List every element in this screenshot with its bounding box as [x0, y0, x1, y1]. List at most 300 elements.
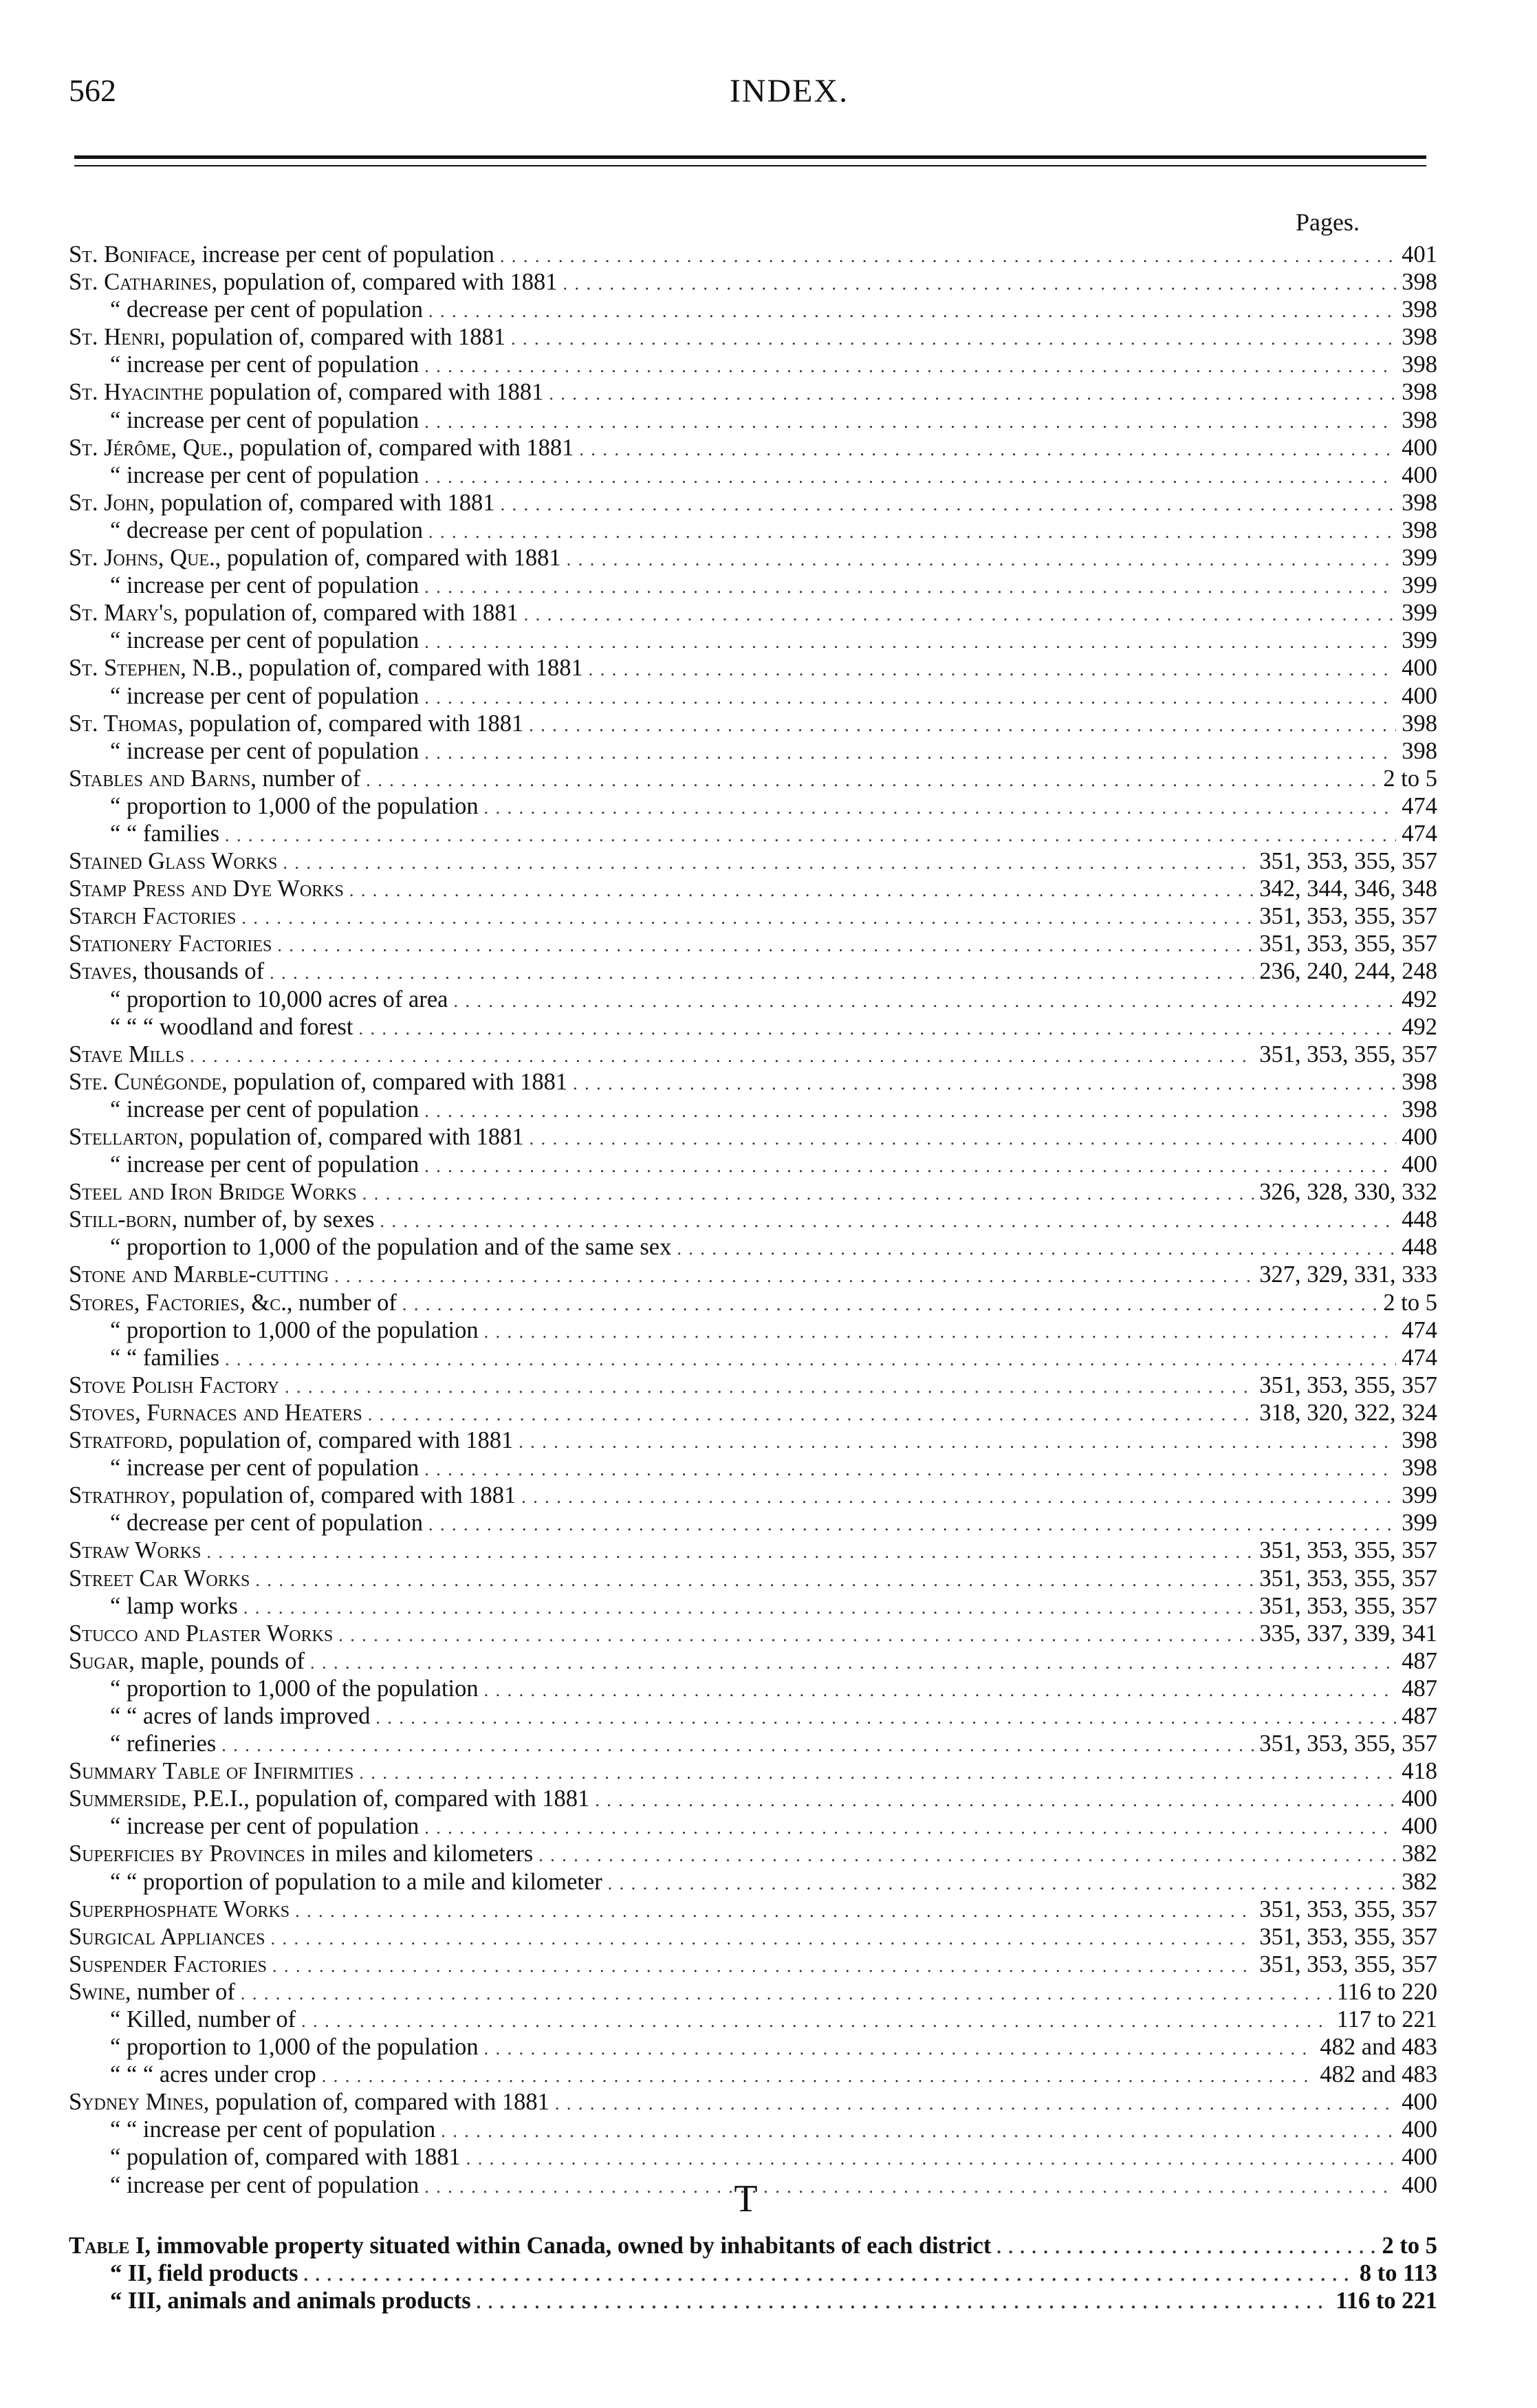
- entry-pages: 335, 337, 339, 341: [1259, 1620, 1437, 1647]
- page-number: 562: [69, 73, 116, 108]
- entry-heading: Sugar,: [69, 1647, 135, 1674]
- entry-label: [69, 1289, 397, 1316]
- entry-text: number of: [262, 765, 361, 792]
- entry-text: “ increase per cent of population: [110, 406, 419, 433]
- index-entry: [69, 765, 1437, 792]
- entry-heading: Stoves, Furnaces and Heaters: [69, 1399, 362, 1426]
- entry-heading: St. Jérôme, Que.,: [69, 434, 234, 461]
- entry-heading: Stamp Press and Dye Works: [69, 876, 344, 902]
- entry-text: “ lamp works: [110, 1592, 238, 1619]
- index-entry: [69, 1233, 1437, 1261]
- index-entry: [69, 1013, 1437, 1041]
- dot-leader: [424, 629, 1396, 656]
- dot-leader: [338, 1622, 1254, 1649]
- index-entry: [69, 1289, 1437, 1316]
- entry-label: [69, 517, 423, 544]
- pages-column-heading: Pages.: [1296, 208, 1360, 236]
- entry-pages: 398: [1402, 296, 1437, 323]
- entry-pages: 398: [1402, 351, 1437, 378]
- entry-pages: 400: [1402, 1813, 1437, 1840]
- dot-leader: [285, 1374, 1254, 1401]
- dot-leader: [424, 739, 1396, 767]
- entry-label: [69, 710, 523, 737]
- dot-leader: [295, 1898, 1254, 1925]
- entry-pages: 2 to 5: [1383, 1289, 1437, 1316]
- dot-leader: [272, 1953, 1254, 1980]
- entry-label: [69, 1730, 216, 1757]
- dot-leader: [424, 464, 1396, 491]
- entry-pages: 400: [1402, 462, 1437, 488]
- entry-label: [69, 2259, 298, 2287]
- entry-label: [69, 986, 448, 1013]
- index-entry: [69, 517, 1437, 544]
- index-entry: [69, 627, 1437, 654]
- index-entry: [69, 462, 1437, 489]
- index-entry: [69, 351, 1437, 378]
- dot-leader: [349, 877, 1254, 904]
- index-entry: [69, 957, 1437, 985]
- dot-leader: [484, 1677, 1397, 1704]
- entry-pages: 492: [1402, 1013, 1437, 1040]
- dot-leader: [241, 904, 1254, 932]
- dot-leader: [521, 1484, 1396, 1511]
- entry-label: [69, 241, 494, 268]
- entry-text: “ increase per cent of population: [110, 1096, 419, 1122]
- dot-leader: [310, 1649, 1396, 1677]
- entry-pages: 398: [1402, 1455, 1437, 1482]
- index-entry: [69, 654, 1437, 682]
- entry-text: “ “ proportion of population to a mile and kilometer: [110, 1868, 602, 1895]
- header-rule-thick: [74, 155, 1426, 159]
- entry-pages: 400: [1402, 655, 1437, 682]
- entry-label: [69, 1261, 329, 1288]
- entry-label: [69, 572, 419, 599]
- entry-text: “ increase per cent of population: [110, 2171, 419, 2198]
- entry-pages: 351, 353, 355, 357: [1259, 1371, 1437, 1398]
- entry-pages: 400: [1402, 1786, 1437, 1812]
- entry-text: “ proportion to 1,000 of the population: [110, 2034, 479, 2061]
- entry-heading: Stores, Factories, &c.,: [69, 1289, 293, 1316]
- entry-heading: St. Henri,: [69, 324, 166, 351]
- entry-label: [69, 792, 479, 820]
- dot-leader: [402, 1291, 1378, 1319]
- entry-label: [69, 1454, 419, 1482]
- index-entry: [69, 1096, 1437, 1123]
- entry-label: [69, 2088, 549, 2116]
- index-entry: [69, 1565, 1437, 1592]
- entry-text: maple, pounds of: [140, 1647, 305, 1674]
- entry-pages: 400: [1402, 2116, 1437, 2143]
- page-title: [0, 72, 1537, 110]
- entry-heading: Summary Table of Infirmities: [69, 1758, 354, 1785]
- index-entry: [69, 1840, 1437, 1867]
- entry-text: in miles and kilometers: [311, 1841, 534, 1867]
- dot-leader: [595, 1787, 1396, 1814]
- index-entry: [69, 710, 1437, 737]
- entry-label: [69, 627, 419, 654]
- dot-leader: [538, 1842, 1396, 1869]
- entry-label: [69, 351, 419, 378]
- dot-leader: [441, 2118, 1396, 2145]
- entry-pages: 2 to 5: [1383, 765, 1437, 792]
- entry-text: “ decrease per cent of population: [110, 296, 423, 323]
- entry-text: “ decrease per cent of population: [110, 1510, 423, 1537]
- entry-text: “ refineries: [110, 1731, 217, 1757]
- entry-label: [69, 930, 272, 957]
- index-entry: [69, 1868, 1437, 1896]
- entry-text: increase per cent of population: [201, 241, 494, 268]
- entry-pages: 399: [1402, 627, 1437, 654]
- entry-heading: Swine,: [69, 1978, 131, 2005]
- entry-text: “ proportion to 1,000 of the population: [110, 1675, 479, 1702]
- entry-pages: 400: [1402, 2089, 1437, 2116]
- entry-pages: 116 to 220: [1336, 1978, 1437, 2005]
- entry-text: “ “ families: [110, 820, 220, 847]
- dot-leader: [530, 1125, 1397, 1153]
- entry-label: [69, 1675, 479, 1702]
- index-entry: [69, 2061, 1437, 2088]
- index-entry: [69, 1675, 1437, 1702]
- entry-text: “ “ “ acres under crop: [110, 2061, 316, 2088]
- entry-label: [69, 1868, 602, 1896]
- entry-heading: Stables and Barns,: [69, 765, 257, 792]
- entry-text: population of, compared with 1881: [184, 600, 519, 627]
- entry-text: P.E.I., population of, compared with 1881: [193, 1786, 590, 1812]
- entry-heading: St. John,: [69, 489, 155, 516]
- entry-pages: 474: [1402, 820, 1437, 847]
- entry-pages: 400: [1402, 2144, 1437, 2171]
- entry-text: population of, compared with 1881: [215, 2089, 549, 2116]
- entry-text: number of: [298, 1289, 397, 1316]
- entry-pages: 474: [1402, 792, 1437, 819]
- dot-leader: [484, 1319, 1397, 1346]
- entry-label: [69, 1068, 567, 1096]
- entry-pages: 482 and 483: [1320, 2034, 1437, 2061]
- entry-text: “ increase per cent of population: [110, 1151, 419, 1178]
- entry-pages: 342, 344, 346, 348: [1259, 876, 1437, 902]
- entry-text: “ increase per cent of population: [110, 462, 419, 488]
- entry-text: “ proportion to 1,000 of the population: [110, 1316, 479, 1343]
- index-entry: [69, 1978, 1437, 2006]
- entry-pages: 116 to 221: [1336, 2288, 1437, 2314]
- entry-label: [69, 1812, 419, 1840]
- index-entry: [69, 1509, 1437, 1537]
- dot-leader: [573, 1070, 1396, 1098]
- entry-text: “ proportion to 1,000 of the population and of the same sex: [110, 1234, 672, 1261]
- entry-pages: 351, 353, 355, 357: [1259, 1923, 1437, 1950]
- entry-pages: 398: [1402, 1068, 1437, 1095]
- entry-heading: St. Stephen,: [69, 655, 186, 682]
- index-entry: [69, 1730, 1437, 1757]
- entry-label: [69, 1399, 362, 1427]
- dot-leader: [225, 822, 1396, 849]
- index-entry: [69, 902, 1437, 930]
- index-entry: [69, 1757, 1437, 1785]
- dot-leader: [567, 546, 1397, 574]
- entry-pages: 400: [1402, 2171, 1437, 2198]
- entry-text: “ increase per cent of population: [110, 682, 419, 709]
- entry-label: [69, 296, 423, 323]
- entry-heading: Stellarton,: [69, 1124, 184, 1150]
- entry-text: population of, compared with 1881: [226, 545, 561, 572]
- entry-heading: St. Thomas,: [69, 710, 184, 737]
- entry-pages: 351, 353, 355, 357: [1259, 1537, 1437, 1564]
- dot-leader: [207, 1539, 1254, 1566]
- index-entry: [69, 1344, 1437, 1371]
- entry-text: population of, compared with 1881: [179, 1427, 514, 1454]
- dot-leader: [519, 1429, 1396, 1456]
- entry-label: [69, 765, 360, 792]
- entry-text: population of, compared with 1881: [189, 1124, 524, 1150]
- entry-text: “ increase per cent of population: [110, 627, 419, 654]
- dot-leader: [359, 1759, 1396, 1787]
- entry-label: [69, 378, 543, 406]
- entry-label: [69, 1923, 265, 1951]
- entry-heading: St. Johns, Que.,: [69, 545, 221, 572]
- entry-text: “ “ acres of lands improved: [110, 1702, 371, 1729]
- entry-text: “ Killed, number of: [110, 2006, 296, 2032]
- entry-label: [69, 1592, 238, 1620]
- entry-pages: 8 to 113: [1359, 2260, 1437, 2287]
- entry-label: [69, 2143, 461, 2171]
- dot-leader: [555, 2090, 1396, 2118]
- dot-leader: [549, 380, 1396, 408]
- entry-pages: 351, 353, 355, 357: [1259, 1565, 1437, 1592]
- entry-heading: Suspender Factories: [69, 1951, 267, 1977]
- entry-label: [69, 957, 264, 985]
- index-entry: [69, 544, 1437, 572]
- dot-leader: [428, 298, 1396, 325]
- entry-heading: Stave Mills: [69, 1041, 185, 1067]
- entry-label: [69, 2287, 471, 2314]
- entry-text: population of, compared with 1881: [223, 269, 558, 296]
- entry-label: [69, 599, 519, 627]
- entry-label: [69, 1757, 353, 1785]
- entry-heading: Superphosphate Works: [69, 1896, 290, 1922]
- dot-leader: [677, 1235, 1396, 1263]
- entry-text: population of, compared with 1881: [171, 324, 506, 351]
- entry-label: [69, 820, 219, 847]
- entry-label: [69, 2006, 296, 2033]
- dot-leader: [304, 2261, 1354, 2289]
- entry-text: “ II, field products: [110, 2260, 298, 2287]
- dot-leader: [424, 1814, 1396, 1842]
- entry-text: “ proportion to 1,000 of the population: [110, 792, 479, 819]
- entry-heading: Steel and Iron Bridge Works: [69, 1179, 357, 1206]
- entry-label: [69, 2061, 316, 2088]
- entry-label: [69, 737, 419, 765]
- index-entry: [69, 268, 1437, 296]
- entry-pages: 482 and 483: [1320, 2061, 1437, 2088]
- entry-text: population of, compared with 1881: [182, 1482, 516, 1509]
- index-entry: [69, 599, 1437, 627]
- entry-pages: 351, 353, 355, 357: [1259, 931, 1437, 957]
- entry-text: “ decrease per cent of population: [110, 517, 423, 543]
- index-entry: [69, 2232, 1437, 2259]
- entry-text: “ III, animals and animals products: [110, 2288, 471, 2314]
- index-entry: [69, 2259, 1437, 2287]
- entry-label: [69, 1427, 513, 1454]
- index-entry: [69, 1206, 1437, 1233]
- dot-leader: [424, 353, 1396, 380]
- index-entry: [69, 1592, 1437, 1620]
- dot-leader: [424, 684, 1396, 712]
- entry-text: “ “ increase per cent of population: [110, 2116, 436, 2143]
- entry-heading: Surgical Appliances: [69, 1923, 265, 1950]
- index-entry: [69, 1041, 1437, 1068]
- index-entry: [69, 1371, 1437, 1399]
- entry-heading: St. Catharines,: [69, 269, 218, 296]
- entry-pages: 400: [1402, 1151, 1437, 1178]
- index-entry: [69, 847, 1437, 875]
- dot-leader: [241, 1980, 1331, 2008]
- entry-label: [69, 1565, 250, 1592]
- entry-pages: 327, 329, 331, 333: [1259, 1261, 1437, 1288]
- dot-leader: [589, 656, 1397, 684]
- entry-label: [69, 1123, 524, 1151]
- index-entry: [69, 1702, 1437, 1730]
- dot-leader: [563, 270, 1396, 298]
- dot-leader: [380, 1208, 1396, 1235]
- dot-leader: [424, 1153, 1396, 1180]
- entry-heading: Summerside,: [69, 1786, 187, 1812]
- entry-label: [69, 1840, 533, 1867]
- index-entry: [69, 1316, 1437, 1344]
- entry-pages: 400: [1402, 434, 1437, 461]
- index-entry: [69, 1923, 1437, 1951]
- entry-pages: 448: [1402, 1234, 1437, 1261]
- index-entry: [69, 1812, 1437, 1840]
- entry-pages: 351, 353, 355, 357: [1259, 1592, 1437, 1619]
- entry-label: [69, 406, 419, 434]
- dot-leader: [484, 2035, 1315, 2063]
- index-entry: [69, 2006, 1437, 2033]
- entry-label: [69, 1041, 184, 1068]
- entry-label: [69, 2033, 479, 2061]
- index-entry: [69, 1620, 1437, 1647]
- entry-text: “ increase per cent of population: [110, 1455, 419, 1482]
- entry-heading: Stove Polish Factory: [69, 1371, 279, 1398]
- page-title-text: INDEX.: [729, 73, 849, 109]
- dot-leader: [301, 2008, 1331, 2035]
- entry-heading: Superficies by Provinces: [69, 1841, 305, 1867]
- dot-leader: [453, 988, 1396, 1015]
- index-entry: [69, 406, 1437, 434]
- index-entry: [69, 1537, 1437, 1564]
- entry-text: thousands of: [143, 958, 265, 985]
- entry-pages: 487: [1402, 1675, 1437, 1702]
- entry-heading: Staves,: [69, 958, 138, 985]
- entry-pages: 399: [1402, 1482, 1437, 1509]
- entry-label: [69, 1509, 423, 1537]
- entry-label: [69, 1537, 201, 1564]
- entry-label: [69, 489, 495, 517]
- entry-label: [69, 2232, 991, 2259]
- entry-label: [69, 682, 419, 710]
- entry-pages: 382: [1402, 1868, 1437, 1895]
- entry-pages: 400: [1402, 1124, 1437, 1150]
- entry-label: [69, 1896, 290, 1923]
- index-entry: [69, 296, 1437, 323]
- entry-pages: 448: [1402, 1206, 1437, 1233]
- entry-pages: 400: [1402, 682, 1437, 709]
- entry-label: [69, 1206, 374, 1233]
- entry-pages: 401: [1402, 241, 1437, 268]
- dot-leader: [221, 1732, 1254, 1759]
- dot-leader: [501, 491, 1397, 519]
- dot-leader: [243, 1594, 1254, 1622]
- entry-pages: 351, 353, 355, 357: [1259, 1896, 1437, 1922]
- entry-pages: 351, 353, 355, 357: [1259, 1041, 1437, 1067]
- dot-leader: [271, 1925, 1254, 1953]
- dot-leader: [375, 1704, 1396, 1732]
- index-entry: [69, 572, 1437, 599]
- entry-heading: Ste. Cunégonde,: [69, 1068, 228, 1095]
- entry-text: “ proportion to 10,000 acres of area: [110, 986, 448, 1012]
- dot-leader: [424, 1456, 1396, 1484]
- entry-pages: 326, 328, 330, 332: [1259, 1179, 1437, 1206]
- entry-pages: 398: [1402, 379, 1437, 406]
- dot-leader: [608, 1870, 1397, 1898]
- entry-pages: 382: [1402, 1841, 1437, 1867]
- entry-text: “ increase per cent of population: [110, 572, 419, 599]
- dot-leader: [424, 409, 1396, 436]
- entry-pages: 487: [1402, 1647, 1437, 1674]
- dot-leader: [477, 2289, 1331, 2317]
- entry-heading: Stratford,: [69, 1427, 173, 1454]
- dot-leader: [190, 1043, 1254, 1070]
- index-entry: [69, 1178, 1437, 1206]
- section-letter: [0, 2177, 1537, 2221]
- entry-pages: 236, 240, 244, 248: [1259, 958, 1437, 985]
- header-rule-thin: [74, 165, 1426, 166]
- entry-heading: Table: [69, 2233, 130, 2259]
- dot-leader: [579, 436, 1396, 464]
- dot-leader: [277, 932, 1254, 959]
- entry-label: [69, 1951, 267, 1978]
- entry-pages: 117 to 221: [1336, 2006, 1437, 2032]
- entry-label: [69, 654, 583, 682]
- entry-label: [69, 1344, 219, 1371]
- dot-leader: [484, 794, 1397, 822]
- index-entries-t: [69, 2232, 1437, 2314]
- entry-label: [69, 1013, 353, 1041]
- entry-text: “ increase per cent of population: [110, 1813, 419, 1840]
- entry-heading: Stained Glass Works: [69, 848, 278, 875]
- entry-heading: Stationery Factories: [69, 931, 272, 957]
- index-entry: [69, 489, 1437, 517]
- entry-text: population of, compared with 1881: [160, 489, 495, 516]
- entry-pages: 474: [1402, 1316, 1437, 1343]
- index-entries-s: [69, 241, 1437, 2199]
- entry-pages: 2 to 5: [1382, 2233, 1437, 2259]
- dot-leader: [511, 325, 1396, 353]
- entry-label: [69, 1371, 279, 1399]
- entry-heading: Stone and Marble-cutting: [69, 1261, 329, 1288]
- entry-heading: Still-born,: [69, 1206, 177, 1233]
- index-entry: [69, 378, 1437, 406]
- entry-text: population of, compared with 1881: [233, 1068, 568, 1095]
- index-entry: [69, 1785, 1437, 1812]
- dot-leader: [424, 574, 1396, 601]
- dot-leader: [255, 1567, 1254, 1594]
- entry-pages: 418: [1402, 1758, 1437, 1785]
- index-entry: [69, 792, 1437, 820]
- entry-pages: 398: [1402, 406, 1437, 433]
- entry-heading: Straw Works: [69, 1537, 201, 1564]
- dot-leader: [362, 1180, 1254, 1208]
- entry-heading: Stucco and Plaster Works: [69, 1620, 334, 1647]
